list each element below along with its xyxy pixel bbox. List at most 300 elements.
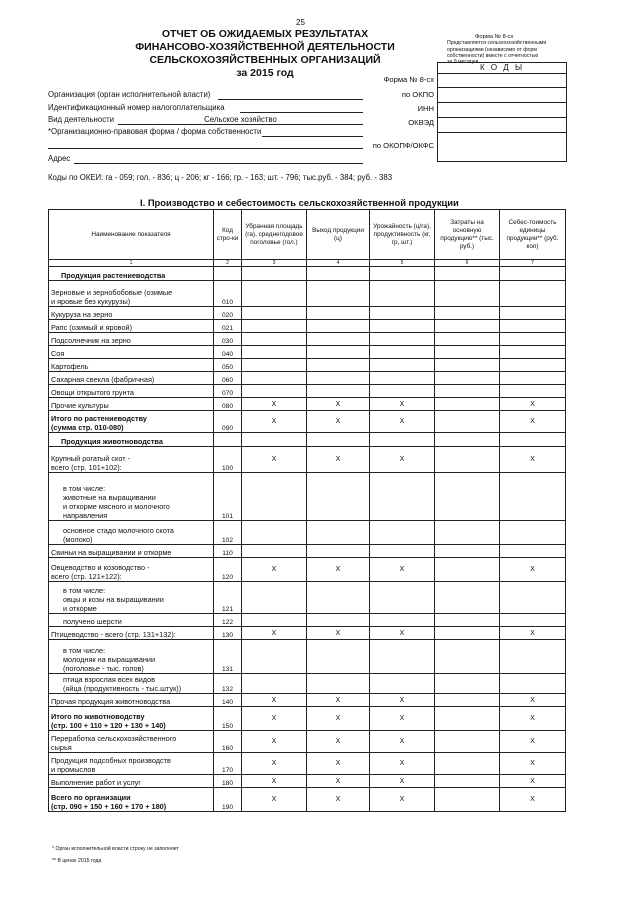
row-name-line: получено шерсти: [63, 617, 122, 626]
row-name-line: Продукция животноводства: [61, 437, 163, 446]
table-row: [49, 411, 566, 433]
row-code: 070: [214, 385, 242, 398]
value-cell-col7[interactable]: [500, 582, 566, 614]
value-cell-col5[interactable]: [370, 614, 435, 627]
value-cell-col3[interactable]: [242, 582, 307, 614]
value-cell-col7[interactable]: [500, 307, 566, 320]
value-cell-col4: [307, 433, 370, 447]
row-name-line: основное стадо молочного скота: [63, 526, 174, 535]
value-cell-col3[interactable]: [242, 346, 307, 359]
value-cell-col3: X: [242, 788, 307, 812]
row-code: 160: [214, 731, 242, 753]
row-name-line: Подсолнечник на зерно: [51, 336, 131, 345]
row-code: 190: [214, 788, 242, 812]
value-cell-col3[interactable]: [242, 521, 307, 545]
value-cell-col6[interactable]: [435, 582, 500, 614]
codes-box: [437, 62, 567, 162]
row-name-line: Рапс (озимый и яровой): [51, 323, 133, 332]
value-cell-col3: X: [242, 447, 307, 473]
row-name: [49, 694, 214, 707]
value-cell-col4[interactable]: [307, 307, 370, 320]
legal-form-label: *Организационно-правовая форма / форма собственности: [48, 127, 262, 136]
value-cell-col5[interactable]: [370, 372, 435, 385]
row-name-line: Прочая продукция животноводства: [51, 697, 171, 706]
value-cell-col6[interactable]: [435, 707, 500, 731]
row-name: [49, 640, 214, 674]
row-name: [49, 473, 214, 521]
section-row: [49, 267, 566, 281]
value-cell-col6[interactable]: [435, 307, 500, 320]
table-row: [49, 753, 566, 775]
row-name-line: (яйца (продуктивность - тыс.штук)): [63, 684, 182, 693]
column-number-row: [49, 260, 566, 267]
value-cell-col4: X: [307, 775, 370, 788]
form-note-line: Представляется сельскохозяйственными: [447, 40, 547, 47]
row-name-line: Кукуруза на зерно: [51, 310, 113, 319]
code-label-okopf: по ОКОПФ/ОКФС: [372, 141, 434, 150]
value-cell-col4[interactable]: [307, 320, 370, 333]
value-cell-col6: [435, 267, 500, 281]
production-table: [48, 209, 566, 812]
value-cell-col4[interactable]: [307, 521, 370, 545]
value-cell-col6[interactable]: [435, 447, 500, 473]
footnote-1: * Орган исполнительной власти строку не заполняет: [52, 846, 179, 852]
form-number: Форма № 8-сх: [475, 34, 514, 40]
value-cell-col3: X: [242, 627, 307, 640]
value-cell-col5[interactable]: [370, 359, 435, 372]
value-cell-col3: X: [242, 694, 307, 707]
row-name: [49, 545, 214, 558]
value-cell-col3[interactable]: [242, 359, 307, 372]
row-code: 040: [214, 346, 242, 359]
value-cell-col6[interactable]: [435, 385, 500, 398]
row-name-line: в том числе:: [63, 586, 106, 595]
value-cell-col3: [242, 267, 307, 281]
row-name-line: Итого по животноводству: [51, 712, 145, 721]
value-cell-col7[interactable]: [500, 473, 566, 521]
value-cell-col5[interactable]: [370, 307, 435, 320]
value-cell-col5: X: [370, 447, 435, 473]
code-label-okved: ОКВЭД: [408, 118, 434, 127]
row-name: [49, 385, 214, 398]
value-cell-col5[interactable]: [370, 545, 435, 558]
row-code: 080: [214, 398, 242, 411]
value-cell-col5[interactable]: [370, 346, 435, 359]
value-cell-col6[interactable]: [435, 320, 500, 333]
row-name: [49, 614, 214, 627]
row-name-line: птица взрослая всех видов: [63, 675, 155, 684]
row-name-line: сырья: [51, 743, 72, 752]
value-cell-col7: X: [500, 753, 566, 775]
value-cell-col5: X: [370, 707, 435, 731]
value-cell-col4: X: [307, 707, 370, 731]
column-number: 7: [500, 260, 566, 267]
column-header-unit-cost: Себес-тоимость единицы продукции** (руб. коп): [500, 210, 566, 260]
row-code: [214, 267, 242, 281]
row-name-line: Соя: [51, 349, 65, 358]
row-name-line: и промыслов: [51, 765, 96, 774]
value-cell-col6[interactable]: [435, 674, 500, 694]
row-code: 122: [214, 614, 242, 627]
value-cell-col7[interactable]: [500, 545, 566, 558]
row-name-line: Овцеводство и козоводство -: [51, 563, 150, 572]
value-cell-col7[interactable]: [500, 320, 566, 333]
value-cell-col4: X: [307, 788, 370, 812]
value-cell-col6[interactable]: [435, 775, 500, 788]
row-code: 150: [214, 707, 242, 731]
row-name-line: всего (стр. 101+102):: [51, 463, 122, 472]
row-name: [49, 333, 214, 346]
inn-field[interactable]: [240, 112, 363, 113]
table-row: [49, 558, 566, 582]
value-cell-col4[interactable]: [307, 333, 370, 346]
row-name: [49, 775, 214, 788]
value-cell-col3[interactable]: [242, 281, 307, 307]
value-cell-col4[interactable]: [307, 582, 370, 614]
column-header-area: Убранная площадь (га), среднегодовое поголовье (гол.): [242, 210, 307, 260]
value-cell-col3[interactable]: [242, 614, 307, 627]
value-cell-col3: [242, 433, 307, 447]
value-cell-col5: X: [370, 694, 435, 707]
value-cell-col7[interactable]: [500, 385, 566, 398]
value-cell-col7: [500, 433, 566, 447]
title-line: СЕЛЬСКОХОЗЯЙСТВЕННЫХ ОРГАНИЗАЦИЙ: [149, 54, 381, 66]
row-name-line: Свиньи на выращивании и откорме: [51, 548, 172, 557]
value-cell-col7: X: [500, 447, 566, 473]
value-cell-col6[interactable]: [435, 281, 500, 307]
row-name-line: Зерновые и зернобобовые (озимые: [51, 288, 173, 297]
row-name-line: в том числе:: [63, 484, 106, 493]
value-cell-col6[interactable]: [435, 694, 500, 707]
row-name-line: (стр. 090 + 150 + 160 + 170 + 180): [51, 802, 167, 811]
table-row: [49, 674, 566, 694]
row-name: [49, 281, 214, 307]
row-name: [49, 582, 214, 614]
row-name-line: Продукция растениеводства: [61, 271, 166, 280]
row-name-line: Картофель: [51, 362, 89, 371]
column-number: 1: [49, 260, 214, 267]
row-name-line: животные на выращивании: [63, 493, 156, 502]
row-name-line: Сахарная свекла (фабричная): [51, 375, 155, 384]
value-cell-col7: X: [500, 694, 566, 707]
row-name-line: и откорме мясного и молочного: [63, 502, 170, 511]
table-row: [49, 359, 566, 372]
value-cell-col7[interactable]: [500, 614, 566, 627]
value-cell-col7[interactable]: [500, 281, 566, 307]
row-name: [49, 753, 214, 775]
value-cell-col3: X: [242, 731, 307, 753]
value-cell-col3[interactable]: [242, 320, 307, 333]
row-code: 101: [214, 473, 242, 521]
value-cell-col5: [370, 433, 435, 447]
row-name: [49, 674, 214, 694]
value-cell-col7[interactable]: [500, 640, 566, 674]
page-number: 25: [296, 18, 305, 27]
value-cell-col6[interactable]: [435, 614, 500, 627]
value-cell-col7[interactable]: [500, 372, 566, 385]
value-cell-col4[interactable]: [307, 640, 370, 674]
value-cell-col7: [500, 267, 566, 281]
row-name-line: Итого по растениеводству: [51, 414, 147, 423]
row-code: 090: [214, 411, 242, 433]
value-cell-col7: X: [500, 398, 566, 411]
row-name: [49, 398, 214, 411]
value-cell-col6[interactable]: [435, 640, 500, 674]
row-name: [49, 411, 214, 433]
value-cell-col4[interactable]: [307, 346, 370, 359]
value-cell-col5: X: [370, 731, 435, 753]
row-name: [49, 707, 214, 731]
value-cell-col5[interactable]: [370, 281, 435, 307]
table-row: [49, 281, 566, 307]
codes-header: К О Д Ы: [438, 63, 566, 74]
value-cell-col7[interactable]: [500, 521, 566, 545]
table-row: [49, 788, 566, 812]
column-header-output: Выход продукции (ц): [307, 210, 370, 260]
address-field[interactable]: [74, 163, 363, 164]
section-title: I. Производство и себестоимость сельскохозяйственной продукции: [140, 197, 459, 208]
legal-form-field[interactable]: [262, 136, 363, 137]
value-cell-col4: [307, 267, 370, 281]
section-row: [49, 433, 566, 447]
table-row: [49, 385, 566, 398]
row-name: [49, 521, 214, 545]
value-cell-col5[interactable]: [370, 674, 435, 694]
value-cell-col7: X: [500, 775, 566, 788]
value-cell-col3[interactable]: [242, 333, 307, 346]
row-name: [49, 731, 214, 753]
value-cell-col3: X: [242, 707, 307, 731]
value-cell-col3[interactable]: [242, 372, 307, 385]
form-note: [447, 34, 565, 65]
table-row: [49, 473, 566, 521]
table-row: [49, 372, 566, 385]
value-cell-col6[interactable]: [435, 346, 500, 359]
column-number: 4: [307, 260, 370, 267]
value-cell-col6[interactable]: [435, 731, 500, 753]
row-name-line: Всего по организации: [51, 793, 131, 802]
row-code: 021: [214, 320, 242, 333]
value-cell-col6[interactable]: [435, 359, 500, 372]
row-code: 110: [214, 545, 242, 558]
value-cell-col4[interactable]: [307, 614, 370, 627]
column-number: 3: [242, 260, 307, 267]
value-cell-col5[interactable]: [370, 320, 435, 333]
row-name-line: Прочие культуры: [51, 401, 109, 410]
value-cell-col7: X: [500, 707, 566, 731]
value-cell-col4[interactable]: [307, 385, 370, 398]
row-name: [49, 627, 214, 640]
value-cell-col7: X: [500, 731, 566, 753]
value-cell-col6[interactable]: [435, 473, 500, 521]
value-cell-col3[interactable]: [242, 545, 307, 558]
value-cell-col6[interactable]: [435, 372, 500, 385]
code-cell-okved[interactable]: [438, 118, 566, 133]
value-cell-col4[interactable]: [307, 372, 370, 385]
value-cell-col5[interactable]: [370, 333, 435, 346]
row-name-line: (сумма стр. 010-080): [51, 423, 124, 432]
row-name-line: овцы и козы на выращивании: [63, 595, 164, 604]
value-cell-col6[interactable]: [435, 521, 500, 545]
row-name-line: всего (стр. 121+122):: [51, 572, 122, 581]
row-name-line: (поголовье - тыс. голов): [63, 664, 144, 673]
row-code: 132: [214, 674, 242, 694]
table-row: [49, 582, 566, 614]
table-row: [49, 731, 566, 753]
row-name: [49, 267, 214, 281]
value-cell-col5: X: [370, 627, 435, 640]
value-cell-col4: X: [307, 398, 370, 411]
row-name: [49, 307, 214, 320]
value-cell-col5[interactable]: [370, 582, 435, 614]
code-cell-form[interactable]: [438, 74, 566, 88]
row-code: 102: [214, 521, 242, 545]
footnote-2: ** В ценах 2015 года: [52, 858, 102, 864]
value-cell-col4: X: [307, 447, 370, 473]
value-cell-col6[interactable]: [435, 753, 500, 775]
table-row: [49, 640, 566, 674]
row-code: 140: [214, 694, 242, 707]
value-cell-col6[interactable]: [435, 788, 500, 812]
row-code: 050: [214, 359, 242, 372]
report-title: [100, 28, 430, 80]
row-code: 180: [214, 775, 242, 788]
row-name: [49, 320, 214, 333]
value-cell-col5: X: [370, 411, 435, 433]
value-cell-col5: X: [370, 753, 435, 775]
value-cell-col6[interactable]: [435, 545, 500, 558]
row-code: 121: [214, 582, 242, 614]
table-row: [49, 320, 566, 333]
form-note-line: за 9 месяцев: [447, 59, 479, 66]
value-cell-col7[interactable]: [500, 674, 566, 694]
value-cell-col4: X: [307, 627, 370, 640]
row-name-line: (молоко): [63, 535, 93, 544]
row-name-line: Переработка сельскохозяйственного: [51, 734, 177, 743]
code-cell-inn[interactable]: [438, 103, 566, 118]
value-cell-col4[interactable]: [307, 674, 370, 694]
code-cell-okpo[interactable]: [438, 88, 566, 103]
value-cell-col4[interactable]: [307, 359, 370, 372]
row-name: [49, 447, 214, 473]
row-code: [214, 433, 242, 447]
code-cell-okopf[interactable]: [438, 133, 566, 161]
address-label: Адрес: [48, 154, 71, 163]
value-cell-col5: X: [370, 775, 435, 788]
code-label-inn: ИНН: [417, 104, 434, 113]
value-cell-col4[interactable]: [307, 473, 370, 521]
row-name-line: (стр. 100 + 110 + 120 + 130 + 140): [51, 721, 166, 730]
row-name-line: Овощи открытого грунта: [51, 388, 134, 397]
value-cell-col7[interactable]: [500, 359, 566, 372]
table-row: [49, 707, 566, 731]
value-cell-col3: X: [242, 753, 307, 775]
value-cell-col3[interactable]: [242, 307, 307, 320]
row-name-line: Крупный рогатый скот -: [51, 454, 131, 463]
value-cell-col6[interactable]: [435, 627, 500, 640]
value-cell-col4: X: [307, 731, 370, 753]
table-row: [49, 694, 566, 707]
form-note-line: собственности) вместе с отчетностью: [447, 52, 539, 59]
value-cell-col4: X: [307, 558, 370, 582]
row-name: [49, 372, 214, 385]
value-cell-col5: X: [370, 558, 435, 582]
value-cell-col3: X: [242, 398, 307, 411]
value-cell-col6[interactable]: [435, 411, 500, 433]
value-cell-col5[interactable]: [370, 385, 435, 398]
activity-field[interactable]: Сельское хозяйство: [118, 115, 363, 125]
table-row: [49, 521, 566, 545]
row-code: 060: [214, 372, 242, 385]
inn-label: Идентификационный номер налогоплательщика: [48, 103, 225, 112]
row-name-line: Продукция подсобных производств: [51, 756, 171, 765]
row-code: 120: [214, 558, 242, 582]
okei-codes: Коды по ОКЕИ: га - 059; гол. - 836; ц - 206; кг - 166; гр. - 163; шт. - 796; тыс.руб. - 384; руб. - 383: [48, 173, 393, 182]
column-number: 2: [214, 260, 242, 267]
table-row: [49, 447, 566, 473]
value-cell-col3[interactable]: [242, 674, 307, 694]
table-row: [49, 398, 566, 411]
value-cell-col4[interactable]: [307, 281, 370, 307]
value-cell-col4[interactable]: [307, 545, 370, 558]
code-label-form: Форма № 8-сх: [383, 75, 434, 84]
table-row: [49, 307, 566, 320]
code-label-okpo: по ОКПО: [401, 90, 434, 99]
row-name-line: и откорме: [63, 604, 97, 613]
column-header-costs: Затраты на основную продукцию** (тыс. руб.): [435, 210, 500, 260]
value-cell-col5[interactable]: [370, 640, 435, 674]
value-cell-col3: X: [242, 411, 307, 433]
value-cell-col5[interactable]: [370, 521, 435, 545]
column-number: 5: [370, 260, 435, 267]
value-cell-col3[interactable]: [242, 473, 307, 521]
form-note-line: организациями (независимо от форм: [447, 46, 537, 53]
value-cell-col3: X: [242, 558, 307, 582]
table-row: [49, 614, 566, 627]
value-cell-col3[interactable]: [242, 640, 307, 674]
row-name: [49, 346, 214, 359]
value-cell-col5[interactable]: [370, 473, 435, 521]
table-row: [49, 775, 566, 788]
value-cell-col7[interactable]: [500, 346, 566, 359]
value-cell-col5: X: [370, 398, 435, 411]
legal-form-field-line[interactable]: [48, 148, 363, 149]
title-year: за 2015 год: [236, 67, 294, 79]
organization-field[interactable]: [218, 99, 363, 100]
value-cell-col6: [435, 433, 500, 447]
value-cell-col6[interactable]: [435, 558, 500, 582]
value-cell-col7[interactable]: [500, 333, 566, 346]
value-cell-col3[interactable]: [242, 385, 307, 398]
value-cell-col4: X: [307, 411, 370, 433]
row-name-line: и яровые без кукурузы): [51, 297, 131, 306]
row-name: [49, 558, 214, 582]
row-code: 100: [214, 447, 242, 473]
row-code: 030: [214, 333, 242, 346]
value-cell-col7: X: [500, 558, 566, 582]
title-line: ФИНАНСОВО-ХОЗЯЙСТВЕННОЙ ДЕЯТЕЛЬНОСТИ: [135, 41, 395, 53]
row-code: 020: [214, 307, 242, 320]
column-header-code: Код стро-ки: [214, 210, 242, 260]
value-cell-col6[interactable]: [435, 398, 500, 411]
table-row: [49, 545, 566, 558]
row-name-line: молодняк на выращивании: [63, 655, 156, 664]
value-cell-col6[interactable]: [435, 333, 500, 346]
table-row: [49, 333, 566, 346]
value-cell-col7: X: [500, 788, 566, 812]
row-name-line: в том числе:: [63, 646, 106, 655]
value-cell-col7: X: [500, 627, 566, 640]
